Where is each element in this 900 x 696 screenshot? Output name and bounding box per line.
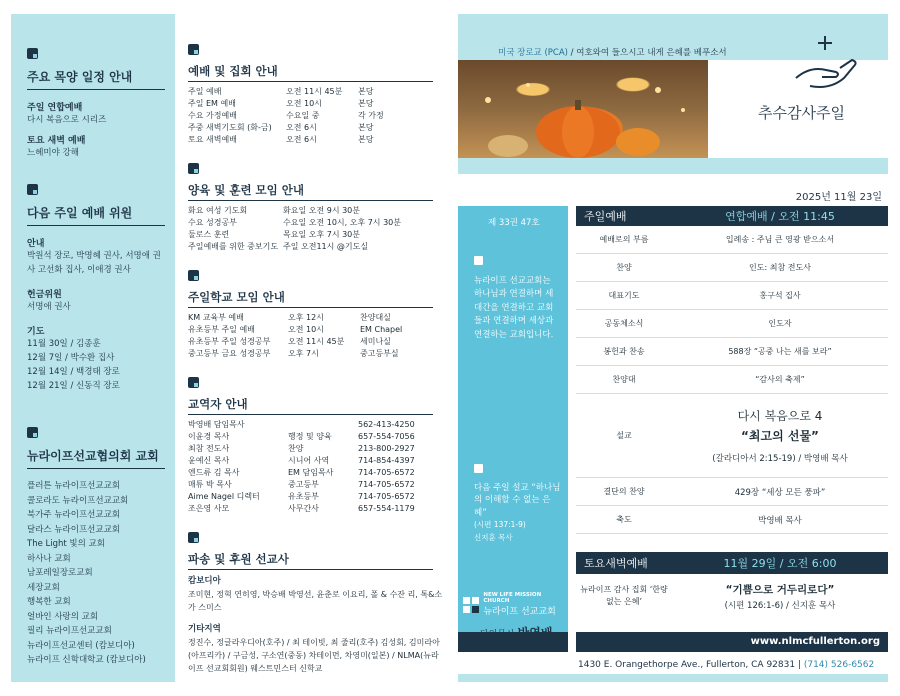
cell: 오전 6시 (286, 123, 317, 132)
section-marker-icon (188, 377, 199, 388)
sermon-row (576, 394, 888, 478)
church-item: 세장교회 (27, 582, 60, 593)
next-sermon-block (474, 464, 562, 544)
committee-section (27, 180, 165, 393)
church-item: 필리 뉴라이프선교교회 (27, 626, 112, 636)
table-row (576, 310, 888, 338)
cell: 오전 11시 45분 (288, 337, 345, 346)
next-sermon-preacher: 신지훈 목사 (474, 532, 513, 542)
table-row (188, 431, 443, 443)
service-header (576, 206, 888, 226)
vision-text: 뉴라이프 선교교회는 하나님과 연결하며 세대간을 연결하고 교회들과 연결하며 세상과 연결하는 교회입니다. (474, 275, 554, 340)
table-row (576, 254, 888, 282)
schedule-section (27, 44, 165, 160)
website-link[interactable]: www.nlmcfullerton.org (576, 632, 888, 652)
table-row (188, 491, 443, 503)
section-marker-icon (188, 270, 199, 281)
offering-head: 헌금위원 (27, 290, 62, 300)
church-item: 얼바인 사랑의 교회 (27, 611, 99, 622)
section-marker-icon (188, 44, 199, 55)
cell: 각 가정 (358, 111, 384, 120)
saturday-row (576, 576, 888, 616)
cell: 인도자 (768, 319, 792, 328)
cell (288, 419, 358, 431)
schedule-item-head: 주일 연합예배 (27, 103, 83, 113)
table-row (576, 366, 888, 394)
church-item: 콜로라도 뉴라이프선교교회 (27, 495, 129, 506)
cell: KM 교육부 예배 (188, 313, 244, 322)
cell: 조은영 사모 (188, 504, 230, 513)
table-row (188, 86, 443, 98)
logo-korean: 뉴라이프 선교교회 (483, 607, 556, 617)
cell: 결단의 찬양 (603, 487, 645, 496)
cell: 오전 6시 (286, 135, 317, 144)
cell: 본당 (358, 135, 374, 144)
motto-prefix: 미국 장로교 (PCA) (498, 48, 568, 58)
sermon-label: 설교 (616, 431, 632, 440)
cell: 둘로스 훈련 (188, 230, 230, 239)
cell: 화요 여성 기도회 (188, 206, 248, 215)
table-row (188, 134, 443, 146)
table-row (188, 229, 443, 241)
table-row (188, 205, 443, 217)
cell: 윤예신 목사 (188, 456, 230, 465)
cell: 최참 전도사 (188, 444, 230, 453)
section-marker-icon (27, 48, 38, 59)
table-row (188, 217, 443, 229)
cell: 홍구석 집사 (759, 291, 801, 300)
cell: 714-705-6572 (358, 468, 415, 477)
footer-bar-left (458, 632, 568, 652)
cell: 매튜 박 목사 (188, 480, 232, 489)
section-marker-icon (27, 184, 38, 195)
motto-text: / 여호와여 들으시고 내게 은혜를 베푸소서 (567, 48, 727, 58)
cell: 657-554-1179 (358, 504, 415, 513)
schedule-item-head: 토요 새벽 예배 (27, 136, 86, 146)
prayer-item: 12월 21일 / 신동직 장로 (27, 381, 120, 391)
cell: 입례송 : 주님 큰 영광 받으소서 (725, 235, 835, 244)
cell: 박영배 담임목사 (188, 420, 245, 429)
saturday-header-right: 11월 29일 / 오전 6:00 (723, 557, 837, 570)
staff-title: 교역자 안내 (188, 396, 433, 415)
cell: 오전 11시 45분 (286, 87, 343, 96)
cell: 박영배 목사 (758, 515, 802, 526)
schedule-item-text: 다시 복음으로 시리즈 (27, 115, 107, 125)
church-item: 달라스 뉴라이프선교교회 (27, 524, 121, 535)
table-row (188, 110, 443, 122)
church-item: 하사나 교회 (27, 553, 71, 564)
cell: 714-705-6572 (358, 480, 415, 489)
cell: 오전 10시 (288, 325, 324, 334)
church-logo (462, 592, 566, 617)
church-item: 남포레일장로교회 (27, 568, 93, 578)
saturday-label: 뉴라이프 감사 집회 ‘한량 없는 은혜’ (580, 585, 668, 606)
mission-title: 파송 및 후원 선교사 (188, 551, 433, 570)
cell: 213-800-2927 (358, 444, 415, 453)
cell: 714-854-4397 (358, 456, 415, 465)
council-title: 뉴라이프선교협의회 교회 (27, 447, 165, 469)
church-item: 플러튼 뉴라이프선교교회 (27, 481, 121, 491)
cell: 중고등부 (288, 480, 319, 489)
cell: 주일 오전11시 @기도실 (283, 242, 369, 251)
logo-english: NEW LIFE MISSION CHURCH (483, 592, 542, 604)
training-title: 양육 및 훈련 모임 안내 (188, 182, 433, 201)
table-row (576, 506, 888, 534)
cell: 중고등부 금요 성경공부 (188, 349, 271, 358)
cell: 유초등부 주일 성경공부 (188, 337, 271, 346)
cell: 수요일 중 (286, 111, 320, 120)
committee-title: 다음 주일 예배 위원 (27, 204, 165, 226)
council-section (27, 423, 165, 668)
school-title: 주일학교 모임 안내 (188, 289, 433, 308)
table-row (188, 312, 443, 324)
cell: 714-705-6572 (358, 492, 415, 501)
issue-number: 제 33권 47호 (488, 218, 540, 228)
prayer-head: 기도 (27, 327, 45, 337)
cell: 대표기도 (608, 291, 640, 300)
next-sermon-ref: (시편 137:1-9) (474, 520, 526, 529)
next-sermon-text: 다음 주일 설교 “하나님의 이해할 수 없는 은혜” (474, 482, 561, 518)
sermon-series: 다시 복음으로 4 (737, 409, 823, 423)
table-row (188, 348, 443, 360)
schedule-title: 주요 목양 일정 안내 (27, 68, 165, 90)
address (578, 660, 874, 670)
cell: 공동체소식 (604, 319, 644, 328)
cell: 주일 EM 예배 (188, 99, 236, 108)
cambodia-text: 조미현, 정혁 연히영, 박승배 박영선, 윤춘로 이요리, 폴 & 수잔 리, 톡&소가 스미스 (188, 590, 443, 612)
cell: 유초등부 (288, 492, 319, 501)
section-marker-icon (474, 464, 483, 473)
table-row (188, 479, 443, 491)
cell: 중고등부실 (360, 349, 399, 358)
right-panel (458, 14, 888, 682)
saturday-cell (672, 582, 888, 611)
church-logo-icon (462, 596, 479, 614)
section-marker-icon (474, 256, 483, 265)
saturday-reference: (시편 126:1-6) / 신지훈 목사 (724, 600, 836, 611)
cell: 수요일 오전 10시, 오후 7시 30분 (283, 218, 401, 227)
cell: 예배로의 부름 (599, 235, 649, 244)
offering-text: 서명애 권사 (27, 302, 71, 312)
cell: 봉헌과 찬송 (603, 347, 645, 356)
church-item: 뉴라이프선교센터 (캄보디아) (27, 640, 135, 651)
cambodia-head: 캄보디아 (188, 576, 221, 586)
cell: “감사의 축제” (755, 375, 805, 384)
table-row (576, 282, 888, 310)
motto (498, 46, 727, 58)
cell: 행정 및 양육 (288, 432, 332, 441)
cell: 화요일 오전 9시 30분 (283, 206, 360, 215)
section-marker-icon (27, 427, 38, 438)
sermon-title: “최고의 선물” (741, 429, 819, 443)
church-item: 뉴라이프 신학대학교 (캄보디아) (27, 655, 146, 665)
cell: EM 담임목사 (288, 468, 334, 477)
prayer-item: 11월 30일 / 김종훈 (27, 339, 101, 349)
cell: 오전 10시 (286, 99, 322, 108)
cell: 주일 예배 (188, 87, 222, 96)
table-row (188, 336, 443, 348)
cell: 429장 “세상 모든 풍파” (734, 487, 826, 498)
cell: Aime Nagel 디렉터 (188, 492, 260, 501)
prayer-item: 12월 7일 / 박수환 집사 (27, 353, 115, 363)
church-item: 북가주 뉴라이프선교교회 (27, 510, 121, 520)
table-row (188, 443, 443, 455)
cell: 588장 “공중 나는 새를 보라” (728, 347, 832, 356)
cell: 찬양대 (612, 375, 636, 384)
vision-block (474, 256, 560, 342)
others-head: 기타지역 (188, 624, 221, 634)
cell: 목요일 오후 7시 30분 (283, 230, 360, 239)
cell: 토요 새벽예배 (188, 135, 237, 144)
address-text: 1430 E. Orangethorpe Ave., Fullerton, CA 92831 | (578, 660, 804, 670)
cell: 찬양 (616, 263, 632, 272)
section-marker-icon (188, 532, 199, 543)
saturday-header (576, 552, 888, 574)
cell: 시니어 사역 (288, 456, 330, 465)
cell: 본당 (358, 99, 374, 108)
pumpkin-photo (458, 60, 708, 158)
table-row (188, 241, 443, 253)
church-item: The Light 빛의 교회 (27, 539, 105, 549)
table-row (188, 419, 443, 431)
middle-panel (188, 40, 443, 688)
service-header-right: 연합예배 / 오전 11:45 (725, 210, 835, 223)
cell: 사무간사 (288, 504, 319, 513)
others-text: 정진수, 정글라우디아(호주) / 최 테이빗, 최 줄리(호주) 김성회, 김미라아(아프리카) / 구금성, 구소연(중동) 차테이먼, 차영미(일본) / NLMA(뉴라이프 선교회회원) 웨스트민스터 신학교 (188, 638, 440, 673)
saturday-title: “기쁨으로 거두리로다” (725, 583, 835, 596)
cell: 주일예배를 위한 중보기도 (188, 242, 279, 251)
sermon-cell (672, 407, 888, 464)
table-row (576, 338, 888, 366)
guide-head: 안내 (27, 239, 45, 249)
staff-section (188, 373, 443, 515)
schedule-item-text: 느헤미야 강해 (27, 148, 79, 158)
bulletin-date: 2025년 11월 23일 (795, 192, 882, 203)
table-row (188, 503, 443, 515)
giving-hand-icon (790, 32, 860, 92)
service-header-left: 주일예배 (584, 210, 627, 223)
saturday-header-left: 토요새벽예배 (584, 557, 648, 570)
cell: 축도 (616, 515, 632, 524)
mission-section (188, 528, 443, 675)
cell: EM Chapel (360, 325, 403, 334)
cell: 이윤경 목사 (188, 432, 230, 441)
table-row (188, 324, 443, 336)
prayer-item: 12월 14일 / 백경태 장로 (27, 367, 120, 377)
pumpkin-illustration (458, 60, 708, 158)
cell: 주중 새벽기도회 (화-금) (188, 123, 272, 132)
guide-text: 박원석 장로, 박명혜 권사, 서명애 권사 고선화 집사, 이애경 권사 (27, 251, 161, 275)
church-item: 행복한 교회 (27, 597, 71, 607)
worship-section (188, 40, 443, 146)
sunday-service-table (576, 206, 888, 534)
cell: 본당 (358, 123, 374, 132)
cell: 오후 12시 (288, 313, 324, 322)
worship-title: 예배 및 집회 안내 (188, 63, 433, 82)
table-row (188, 122, 443, 134)
footer-band (458, 674, 888, 682)
cell: 562-413-4250 (358, 420, 415, 429)
cell: 찬양 (288, 444, 304, 453)
cell: 세미나실 (360, 337, 391, 346)
table-row (188, 467, 443, 479)
blue-sidebar (458, 206, 568, 646)
table-row (576, 226, 888, 254)
cell: 657-554-7056 (358, 432, 415, 441)
training-section (188, 159, 443, 253)
table-row (576, 478, 888, 506)
cell: 엔드류 김 목사 (188, 468, 240, 477)
cell: 인도: 최참 전도사 (749, 263, 811, 272)
cell: 수요 가정예배 (188, 111, 237, 120)
left-panel (11, 14, 175, 682)
table-row (188, 455, 443, 467)
phone-number[interactable]: (714) 526-6562 (803, 660, 875, 670)
cell: 오후 7시 (288, 349, 319, 358)
cell: 유초등부 주일 예배 (188, 325, 255, 334)
cell: 수요 성경공부 (188, 218, 237, 227)
cell: 본당 (358, 87, 374, 96)
section-marker-icon (188, 163, 199, 174)
cell: 찬양대실 (360, 313, 391, 322)
banner-title: 추수감사주일 (758, 104, 845, 122)
sermon-reference: (갈라디아서 2:15-19) / 박영배 목사 (712, 454, 848, 464)
school-section (188, 266, 443, 360)
table-row (188, 98, 443, 110)
